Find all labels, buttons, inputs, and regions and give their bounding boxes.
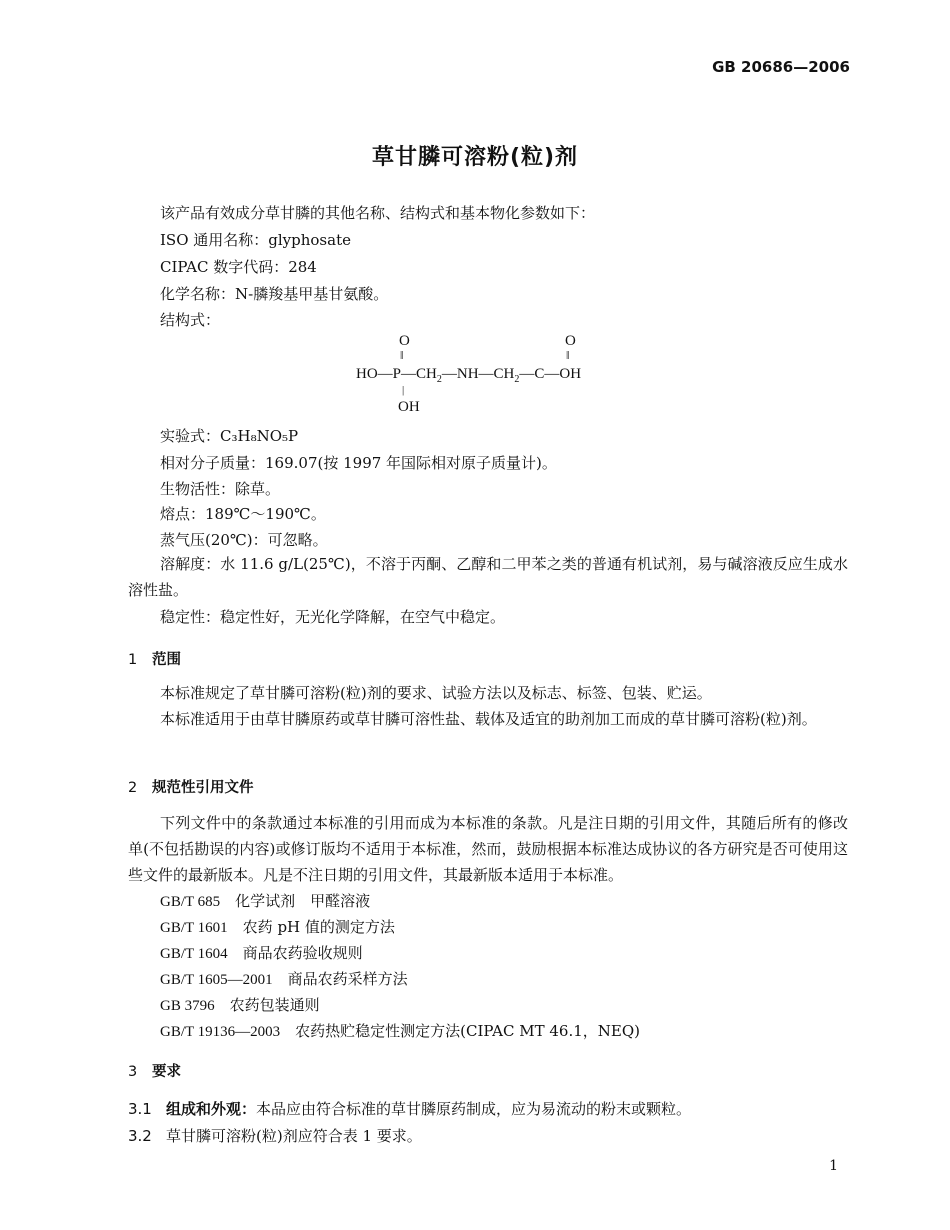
- document-title: 草甘膦可溶粉(粒)剂: [371, 145, 579, 170]
- page-number: 1: [829, 1158, 838, 1174]
- reference-item: GB 3796 农药包装通则: [160, 996, 320, 1014]
- formula-oh-bottom: OH: [398, 399, 420, 415]
- cipac-code: CIPAC 数字代码：284: [160, 258, 317, 276]
- bioactivity: 生物活性：除草。: [160, 480, 281, 498]
- section-1-para-2: 本标准适用于由草甘膦原药或草甘膦可溶性盐、载体及适宜的助剂加工而成的草甘膦可溶粉(粒)剂。: [160, 710, 817, 728]
- reference-item: GB/T 1605—2001 商品农药采样方法: [160, 970, 408, 988]
- section-2-para: 下列文件中的条款通过本标准的引用而成为本标准的条款。凡是注日期的引用文件，其随后所有的修改单(不包括勘误的内容)或修订版均不适用于本标准，然而，鼓励根据本标准达成协议的各方研究是否可使用这些文件的最新版本。凡是不注日期的引用文件，其最新版本适用于本标准。: [128, 814, 848, 884]
- formula-double-bond-left: ‖: [400, 348, 404, 362]
- formula-double-bond-right: ‖: [566, 348, 570, 362]
- iso-name: ISO 通用名称：glyphosate: [160, 231, 351, 249]
- reference-item: GB/T 19136—2003 农药热贮稳定性测定方法(CIPAC MT 46.1，NEQ): [160, 1022, 640, 1040]
- section-2-heading: 2 规范性引用文件: [128, 780, 254, 796]
- formula-o-right: O: [565, 333, 576, 349]
- structure-label: 结构式：: [160, 311, 221, 329]
- formula-main-chain: $HO—P—CH_2—NH—CH_2—C—OH$: [356, 366, 582, 385]
- formula-single-bond: |: [402, 384, 405, 396]
- section-1-para-1: 本标准规定了草甘膦可溶粉(粒)剂的要求、试验方法以及标志、标签、包装、贮运。: [160, 684, 712, 702]
- solubility: 溶解度：水 11.6 g/L(25℃)，不溶于丙酮、乙醇和二甲苯之类的普通有机试剂，易与碱溶液反应生成水溶性盐。: [128, 555, 848, 599]
- standard-code: GB 20686—2006: [712, 58, 850, 76]
- molecular-weight: 相对分子质量：169.07(按 1997 年国际相对原子质量计)。: [160, 454, 557, 472]
- section-1-heading: 1 范围: [128, 652, 181, 668]
- formula-o-left: O: [399, 333, 410, 349]
- molecular-formula: 实验式：C₃H₈NO₅P: [160, 427, 299, 445]
- melting-point: 熔点：189℃～190℃。: [160, 505, 326, 523]
- stability: 稳定性：稳定性好，无光化学降解，在空气中稳定。: [160, 608, 506, 626]
- reference-item: GB/T 1604 商品农药验收规则: [160, 944, 363, 962]
- requirement-3-2: 3.2 草甘膦可溶粉(粒)剂应符合表 1 要求。: [128, 1127, 422, 1145]
- intro-text: 该产品有效成分草甘膦的其他名称、结构式和基本物化参数如下：: [160, 204, 596, 222]
- reference-item: GB/T 1601 农药 pH 值的测定方法: [160, 918, 395, 936]
- reference-item: GB/T 685 化学试剂 甲醛溶液: [160, 892, 371, 910]
- vapor-pressure: 蒸气压(20℃)：可忽略。: [160, 531, 328, 549]
- chemical-name: 化学名称：N-膦羧基甲基甘氨酸。: [160, 285, 389, 303]
- section-3-heading: 3 要求: [128, 1064, 181, 1080]
- structural-formula: [356, 333, 636, 418]
- requirement-3-1: 3.1 组成和外观：本品应由符合标准的草甘膦原药制成，应为易流动的粉末或颗粒。: [128, 1100, 692, 1118]
